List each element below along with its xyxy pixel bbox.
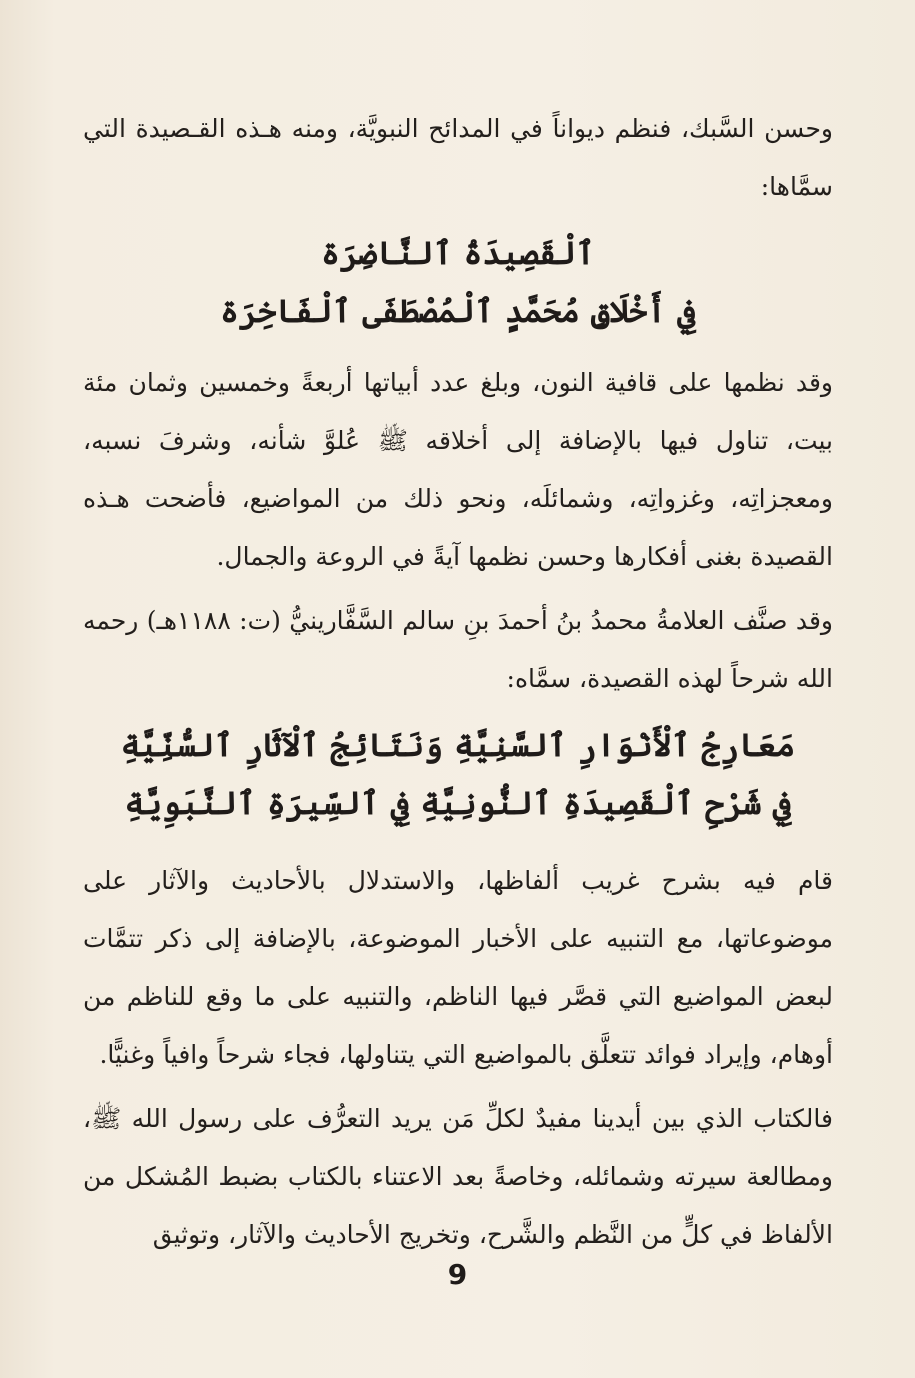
commentary-title [83, 716, 833, 832]
paragraph-3: وقد صنَّف العلامةُ محمدُ بنُ أحمدَ بنِ سالم السَّفَّارينيُّ (ت: ١١٨٨هـ) رحمه الله شرحاً لهذه القصيدة، سمَّاه: [83, 606, 833, 693]
poem-title-line-2: فِي أَخْلَاقِ مُحَمَّدٍ ٱلْمُصْطَفَى ٱلْفَاخِرَة [220, 292, 696, 330]
page-number: 9 [447, 1258, 468, 1291]
paragraph-5: فالكتاب الذي بين أيدينا مفيدٌ لكلِّ مَن يريد التعرُّف على رسول الله ﷺ، ومطالعة سيرته وشمائله، وخاصةً بعد الاعتناء بالكتاب بضبط المُشكل من الألفاظ في كلٍّ من النَّظم والشَّرح، وتخريج الأحاديث والآثار، وتوثيق [83, 1104, 833, 1249]
paragraph-4: قام فيه بشرح غريب ألفاظها، والاستدلال بالأحاديث والآثار على موضوعاتها، مع التنبيه على الأخبار الموضوعة، بالإضافة إلى ذكر تتمَّات لبعض المواضيع التي قصَّر فيها الناظم، والتنبيه على ما وقع للناظم من أوهام، وإيراد فوائد تتعلَّق بالمواضيع التي يتناولها، فجاء شرحاً وافياً وغنيًّا. [83, 866, 833, 1069]
paragraph-1: وحسن السَّبك، فنظم ديواناً في المدائح النبويَّة، ومنه هـذه القـصيدة التي سمَّاها: [83, 114, 833, 201]
text-column [83, 100, 833, 1264]
poem-title-line-1: ٱلْقَصِيدَةُ ٱلنَّاضِرَة [321, 234, 595, 272]
commentary-title-line-2: فِي شَرْحِ ٱلْقَصِيدَةِ ٱلنُّونِيَّةِ فِي ٱلسِّيرَةِ ٱلنَّبَوِيَّةِ [124, 784, 792, 822]
poem-title [83, 224, 833, 340]
paragraph-2: وقد نظمها على قافية النون، وبلغ عدد أبياتها أربعةً وخمسين وثمان مئة بيت، تناول فيها بالإضافة إلى أخلاقه ﷺ عُلوَّ شأنه، وشرفَ نسبه، ومعجزاتِه، وغزواتِه، وشمائلَه، ونحو ذلك من المواضيع، فأضحت هـذه القصيدة بغنى أفكارها وحسن نظمها آيةً في الروعة والجمال. [83, 368, 833, 571]
commentary-title-line-1: مَعَارِجُ ٱلْأَنْوَارِ ٱلسَّنِيَّةِ وَنَتَائِجُ ٱلْآثَارِ ٱلسُّنِّيَّةِ [120, 726, 796, 764]
